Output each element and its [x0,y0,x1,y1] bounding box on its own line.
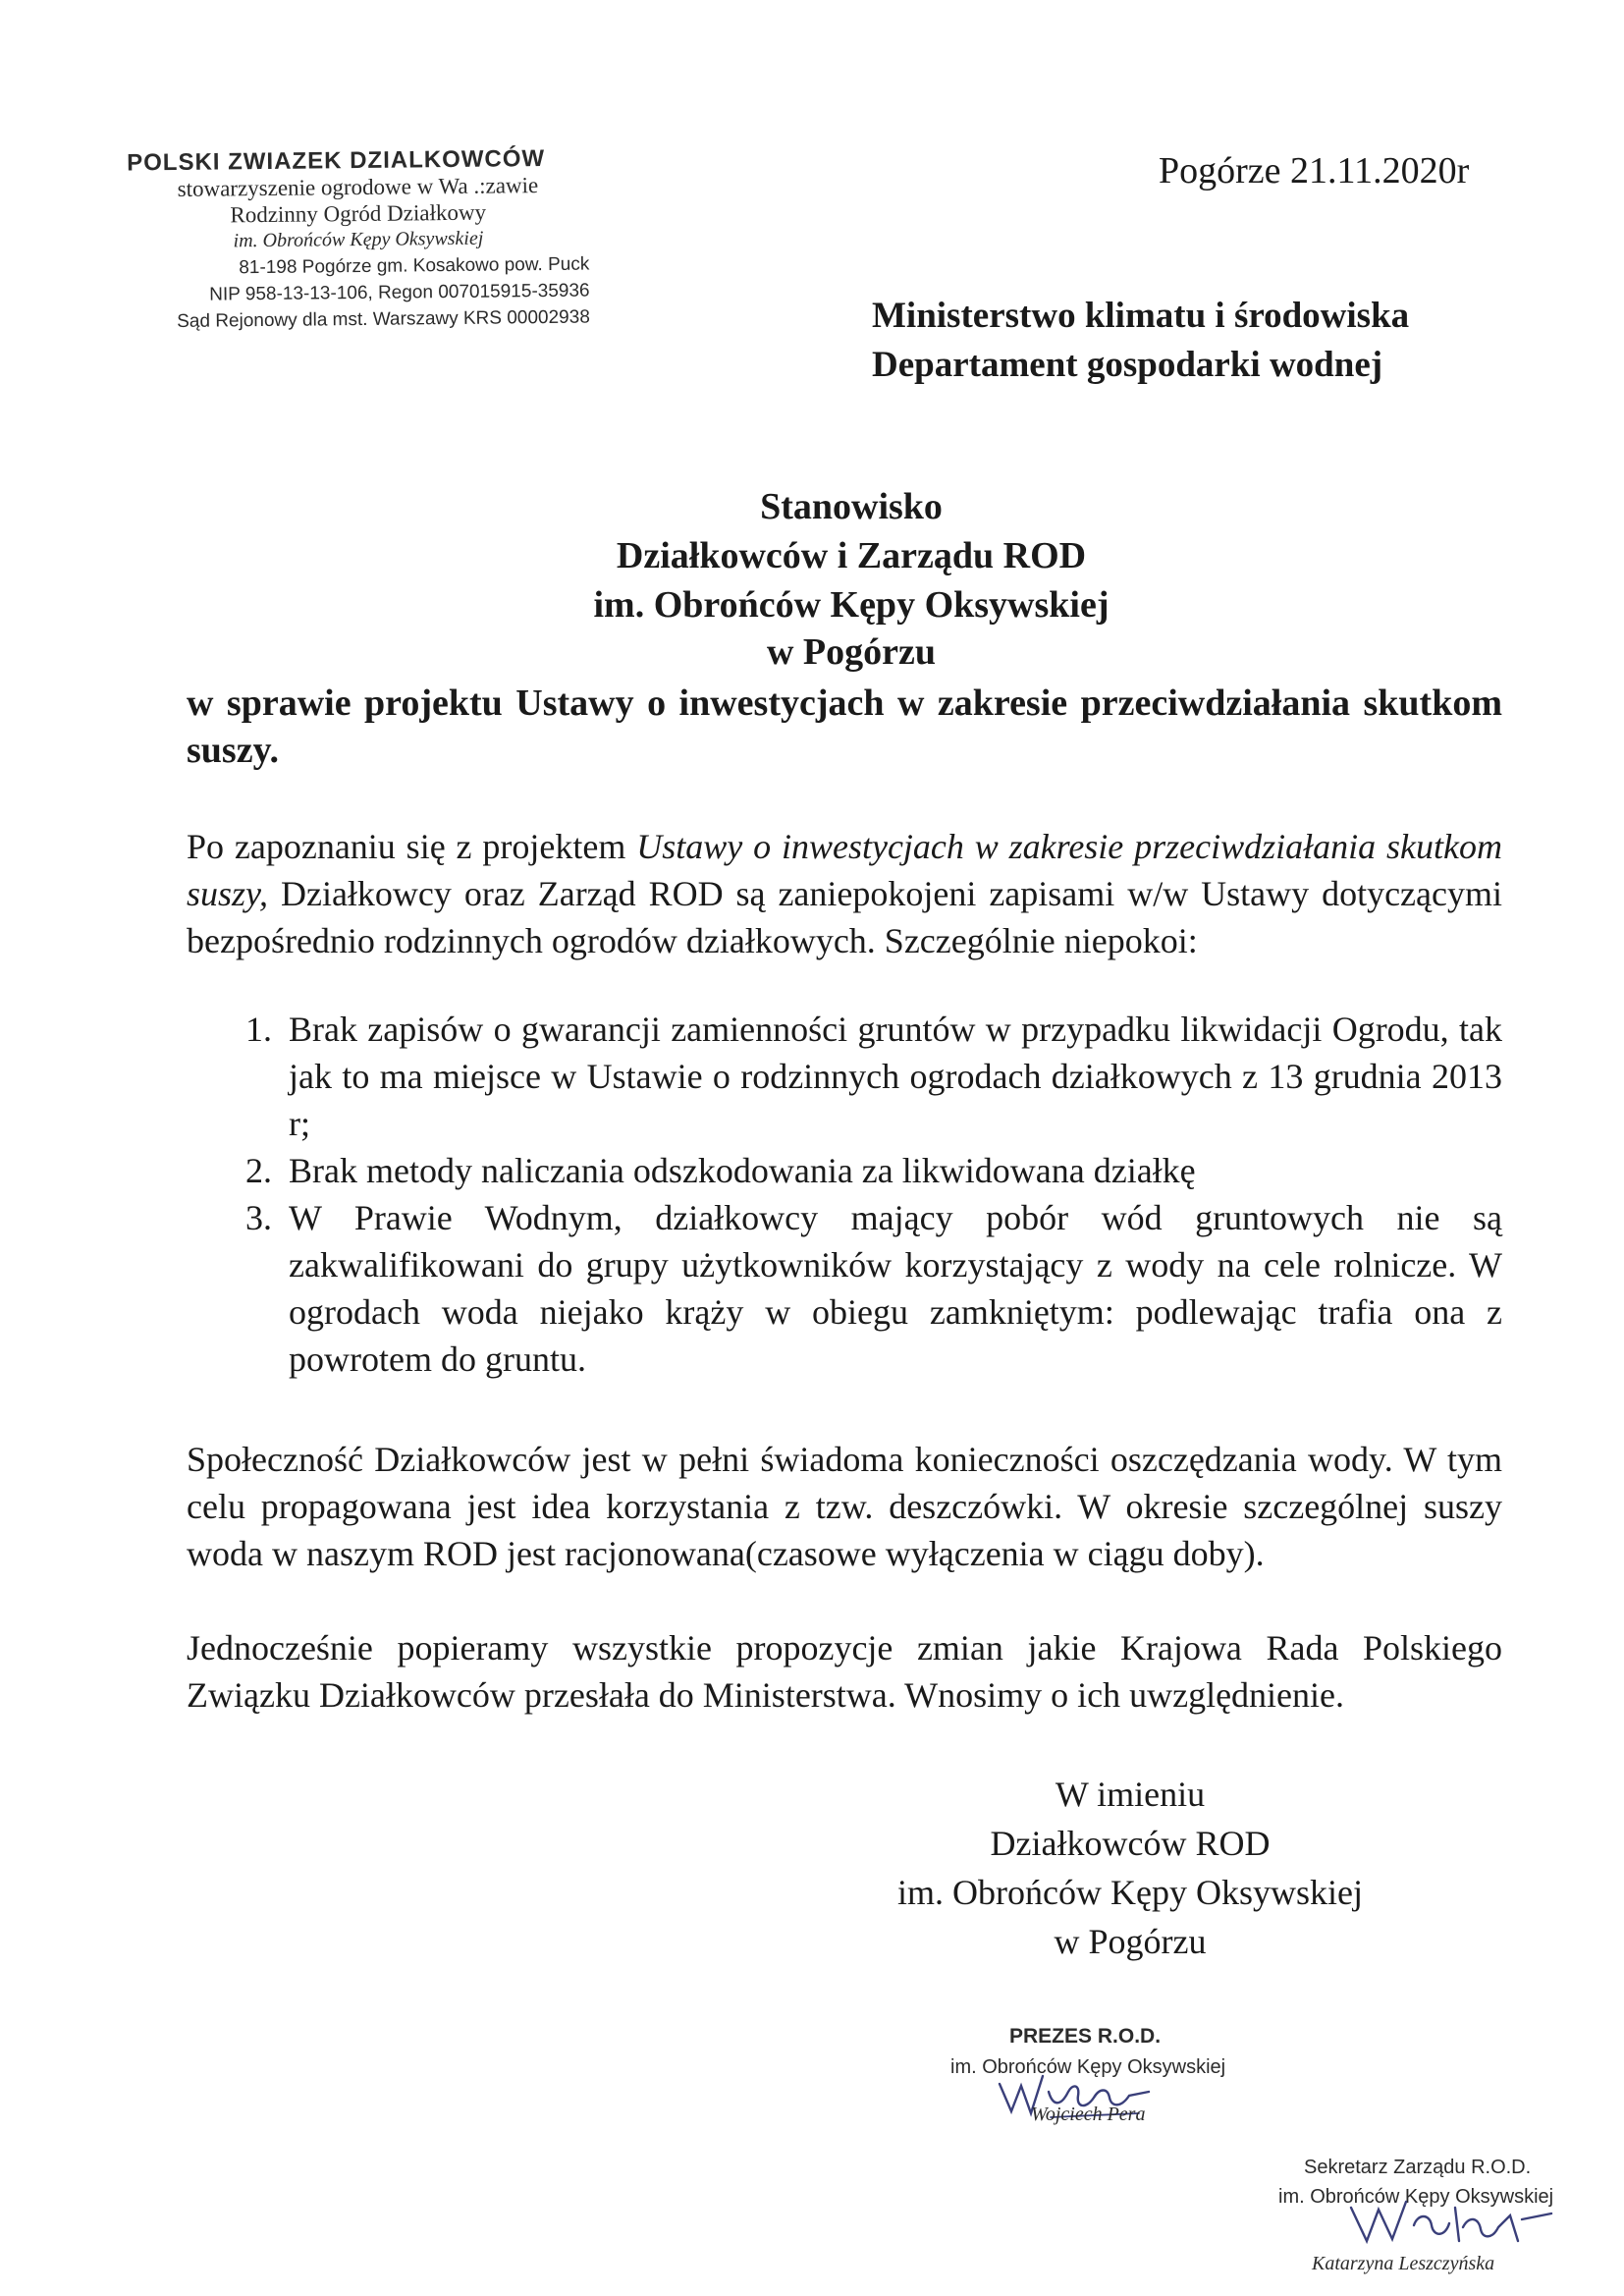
intro-text-start: Po zapoznaniu się z projektem [187,827,637,866]
organization-stamp [127,145,590,336]
recipient-ministry: Ministerstwo klimatu i środowiska [872,296,1410,336]
secretary-stamp-org: im. Obrońców Kępy Oksywskiej [1278,2186,1554,2208]
list-item-number: 1. [245,1010,272,1049]
list-item-text: Brak zapisów o gwarancji zamienności gruntów w przypadku likwidacji Ogrodu, tak jak to ma miejsce w Ustawie o rodzinnych ogrodach działkowych z 13 grudnia 2013 r; [289,1010,1502,1143]
stamp-line-address: 81-198 Pogórze gm. Kosakowo pow. Puck [239,253,590,279]
secretary-signature [1345,2190,1571,2259]
document-subject: w sprawie projektu Ustawy o inwestycjach w zakresie przeciwdziałania skutkom suszy. [187,683,1502,771]
document-title-line-4: w Pogórzu [766,631,937,673]
signoff-line-2: Działkowców ROD [990,1824,1271,1863]
list-item [245,1006,1502,1147]
stamp-line-association: stowarzyszenie ogrodowe w Wa .:zawie [177,173,539,201]
letter-date: Pogórze 21.11.2020r [1159,150,1470,191]
president-stamp-title: PREZES R.O.D. [1009,2025,1162,2048]
signoff-line-4: w Pogórzu [1054,1922,1207,1961]
stamp-line-garden: Rodzinny Ogród Działkowy [230,199,487,228]
list-item-text: Brak metody naliczania odszkodowania za likwidowana działkę [289,1151,1196,1190]
secretary-stamp-title: Sekretarz Zarządu R.O.D. [1304,2157,1532,2178]
water-saving-paragraph: Społeczność Działkowców jest w pełni świadoma konieczności oszczędzania wody. W tym celu propagowana jest idea korzystania z tzw. deszczówki. W okresie szczególnej suszy woda w naszym ROD jest racjonowana(czasowe wyłączenia w ciągu doby). [187,1440,1502,1573]
intro-law-title: Ustawy o inwestycjach w zakresie przeciwdziałania skutkom suszy, [187,827,1502,913]
signoff-line-3: im. Obrońców Kępy Oksywskiej [897,1873,1363,1912]
list-item-number: 3. [245,1198,272,1237]
intro-text-end: Działkowcy oraz Zarząd ROD są zaniepokojeni zapisami w/w Ustawy dotyczącymi bezpośrednio rodzinnych ogrodów działkowych. Szczególnie niepokoi: [187,874,1502,960]
signoff-line-1: W imieniu [1055,1775,1206,1814]
document-title: Stanowisko [760,486,943,527]
list-item [245,1147,1502,1194]
concerns-list [245,1006,1502,1383]
intro-paragraph [187,823,1502,964]
stamp-line-nip-regon: NIP 958-13-13-106, Regon 007015915-35936 [209,280,590,305]
document-title-line-2: Działkowców i Zarządu ROD [616,535,1087,576]
list-item-number: 2. [245,1151,272,1190]
stamp-line-garden-name: im. Obrońców Kępy Oksywskiej [233,227,484,252]
list-item [245,1194,1502,1383]
support-paragraph: Jednocześnie popieramy wszystkie propozycje zmian jakie Krajowa Rada Polskiego Związku Działkowców przesłała do Ministerstwa. Wnosimy o ich uwzględnienie. [187,1628,1502,1715]
president-name: Wojciech Pera [1031,2104,1146,2125]
document-title-line-3: im. Obrońców Kępy Oksywskiej [593,584,1110,626]
list-item-text: W Prawie Wodnym, działkowcy mający pobór wód gruntowych nie są zakwalifikowani do grupy użytkowników korzystający z wody na cele rolnicze. W ogrodach woda niejako krąży w obiegu zamkniętym: podlewając trafia ona z powrotem do gruntu. [289,1198,1502,1379]
president-stamp-org: im. Obrońców Kępy Oksywskiej [950,2056,1226,2078]
secretary-name: Katarzyna Leszczyńska [1312,2253,1495,2274]
stamp-line-krs: Sąd Rejonowy dla mst. Warszawy KRS 00002938 [177,306,590,332]
recipient-department: Departament gospodarki wodnej [872,345,1383,385]
stamp-title: POLSKI ZWIAZEK DZIALKOWCÓW [127,145,546,177]
